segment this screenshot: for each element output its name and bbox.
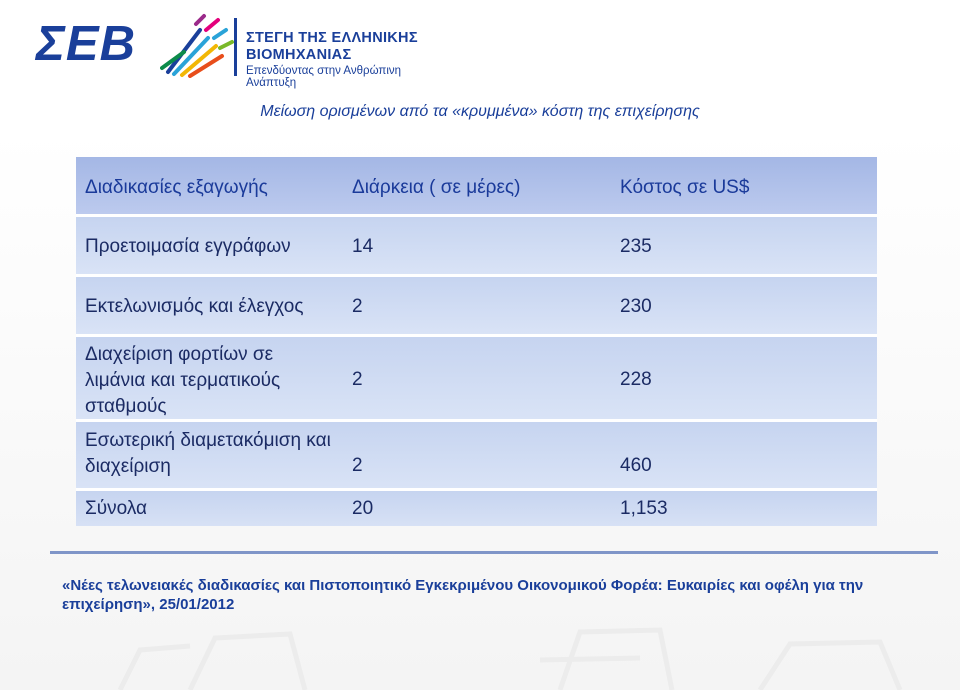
table-row — [76, 277, 877, 337]
logo-divider — [234, 18, 237, 76]
cell-cost: 230 — [620, 296, 652, 317]
cell-procedure: Προετοιμασία εγγράφων — [85, 236, 291, 257]
header-duration: Διάρκεια ( σε μέρες) — [352, 177, 521, 198]
cell-procedure: Εσωτερική διαμετακόμιση και διαχείριση — [85, 430, 331, 477]
header-cost: Κόστος σε US$ — [620, 177, 750, 198]
cell-cost: 228 — [620, 369, 652, 390]
cell-duration: 2 — [352, 296, 363, 317]
total-duration: 20 — [352, 498, 374, 519]
cell-procedure: Διαχείριση φορτίων σε λιμάνια και τερματικούς σταθμούς — [85, 344, 281, 417]
export-cost-table — [76, 157, 877, 526]
logo-line-2: ΒΙΟΜΗΧΑΝΙΑΣ — [246, 47, 352, 63]
cell-duration: 14 — [352, 236, 374, 257]
slide-title: Μείωση ορισμένων από τα «κρυμμένα» κόστη της επιχείρησης — [260, 103, 700, 120]
cell-cost: 460 — [620, 455, 652, 476]
table-row — [76, 422, 877, 491]
table-row — [76, 337, 877, 422]
logo-tagline: Επενδύοντας στην Ανθρώπινη Ανάπτυξη — [246, 65, 402, 89]
table-header-row — [76, 157, 877, 217]
table-row — [76, 217, 877, 277]
total-label: Σύνολα — [85, 498, 148, 519]
background-chairs-illustration — [0, 610, 960, 690]
logo-abbreviation: ΣΕΒ — [36, 17, 136, 71]
source-caption: «Νέες τελωνειακές διαδικασίες και Πιστοποιητικό Εγκεκριμένου Οικονομικού Φορέα: Ευκαιρίες και οφέλη για την επιχείρηση», 25/01/2012 — [62, 577, 864, 613]
table-total-row — [76, 491, 877, 526]
logo-burst-icon — [160, 12, 236, 78]
cell-duration: 2 — [352, 455, 363, 476]
cell-cost: 235 — [620, 236, 652, 257]
logo-line-1: ΣΤΕΓΗ ΤΗΣ ΕΛΛΗΝΙΚΗΣ — [246, 30, 418, 46]
sev-logo — [36, 12, 426, 89]
total-cost: 1,153 — [620, 498, 668, 519]
caption-separator — [50, 551, 938, 554]
header-procedure: Διαδικασίες εξαγωγής — [85, 177, 268, 198]
cell-procedure: Εκτελωνισμός και έλεγχος — [85, 296, 304, 317]
cell-duration: 2 — [352, 369, 363, 390]
